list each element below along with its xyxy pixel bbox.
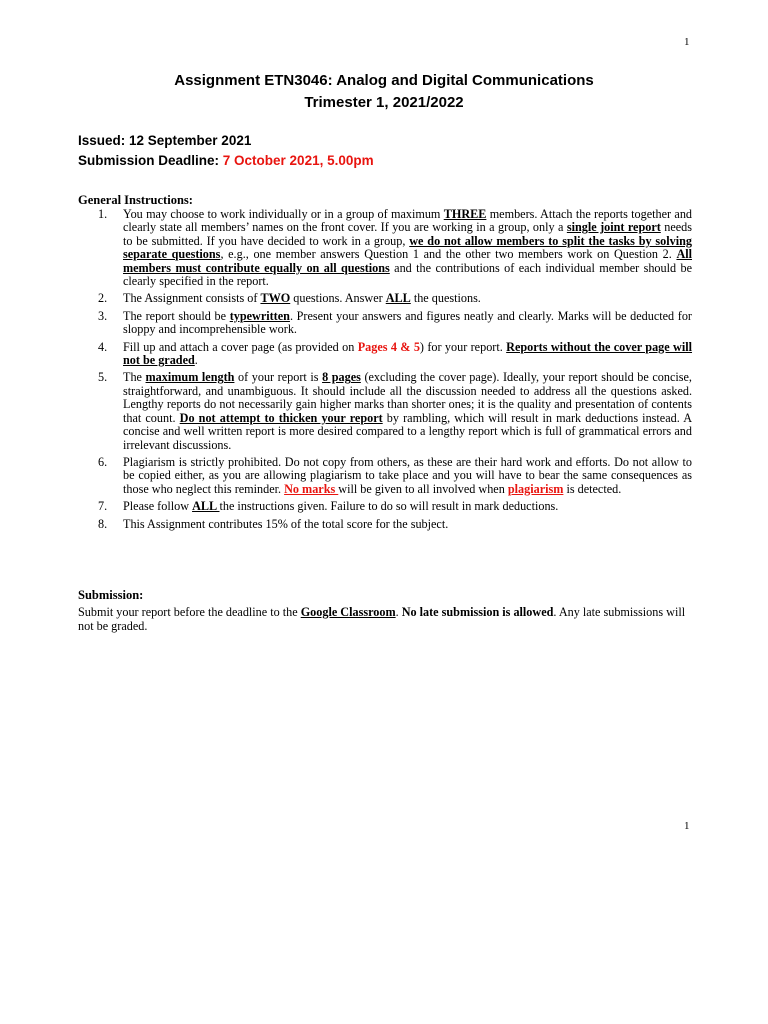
submission-paragraph [78,605,692,633]
text-run: . [194,353,198,368]
text-run: the questions. [410,291,481,306]
text-run: and the contributions of each individual member should be clearly specified in the report. [123,260,692,289]
instruction-number: 6. [98,454,108,469]
text-run: is detected. [563,481,622,496]
text-run: This Assignment contributes 15% of the total score for the subject. [123,516,449,531]
document-title [0,70,768,114]
emphasized-text: single joint report [566,220,661,235]
text-run: of your report is [234,370,323,385]
text-run: Plagiarism is strictly prohibited. Do not copy from others, as these are their hard work and efforts. Do not allow to be copied either, as you are allowing plagiarism to take place and you will have to bear the same consequences as those who neglect this reminder. [123,454,692,496]
general-instructions-heading: General Instructions: [78,193,193,207]
issued-date: Issued: 12 September 2021 [78,133,252,148]
text-run: Submit your report before the deadline to the [78,605,301,619]
instruction-item [78,518,692,531]
emphasized-text: typewritten [229,308,290,323]
instructions-list [78,208,692,535]
instruction-item [78,500,692,513]
instruction-item [78,456,692,496]
text-run: needs to be submitted. If you have decided to work in a group, [123,220,692,248]
text-run: The [123,370,146,385]
emphasized-text: Do not attempt to thicken your report [179,410,383,425]
emphasized-text: TWO [260,291,291,306]
emphasized-text: No late submission is allowed [401,605,554,619]
emphasized-text: maximum length [145,370,235,385]
submission-deadline [78,153,374,168]
emphasized-text: ALL [192,499,220,514]
emphasized-text: 8 pages [322,370,361,385]
text-run: ) for your report. [419,339,507,354]
emphasized-text: THREE [443,207,487,221]
emphasized-text: ALL [385,291,411,306]
text-run: . Any late submissions will not be graded. [78,605,686,633]
emphasized-text: Pages 4 & 5 [357,339,420,354]
instruction-number: 7. [98,499,108,514]
text-run: by rambling, which will result in mark deductions instead. A concise and well written report is more desired compared to a lengthy report which is full of grammatical errors and irrelevant discussions. [123,410,693,452]
title-line-2: Trimester 1, 2021/2022 [304,94,464,111]
instruction-number: 2. [98,291,108,306]
instruction-number: 4. [98,339,108,354]
instruction-number: 5. [98,370,108,385]
emphasized-text: plagiarism [507,481,564,496]
instruction-item [78,371,692,451]
instruction-item [78,341,692,368]
text-run: the instructions given. Failure to do so will result in mark deductions. [219,499,559,514]
text-run: . [395,605,402,619]
text-run: , e.g., one member answers Question 1 and the other two members work on Question 2. [220,247,677,262]
deadline-label: Submission Deadline: [78,153,223,168]
page-number-bottom: 1 [684,820,690,832]
instruction-item [78,310,692,337]
instruction-item [78,292,692,305]
text-run: The report should be [123,308,230,323]
submission-heading: Submission: [78,588,144,602]
text-run: (excluding the cover page). Ideally, your report should be concise, straightforward, and unambiguous. It should include all the discussion needed to address all the questions asked. Lengthy reports do not necessarily gain higher marks than shorter ones; it is the quality and presentation of contents that count. [123,370,692,425]
text-run: Please follow [123,499,193,514]
text-run: You may choose to work individually or in a group of maximum [123,207,444,221]
instruction-number: 8. [98,516,108,531]
text-run: The Assignment consists of [123,291,261,306]
title-line-1: Assignment ETN3046: Analog and Digital Communications [174,72,594,89]
emphasized-text: Google Classroom [300,605,396,619]
emphasized-text: we do not allow members to split the tasks by solving separate questions [123,233,692,262]
text-run: . Present your answers and figures neatly and clearly. Marks will be deducted for sloppy and incomprehensible work. [123,308,692,337]
emphasized-text: No marks [284,481,339,496]
text-run: Fill up and attach a cover page (as provided on [123,339,358,354]
emphasized-text: Reports without the cover page will not be graded [123,339,693,368]
instruction-item [78,208,692,288]
emphasized-text: All members must contribute equally on all questions [123,247,693,275]
text-run: questions. Answer [290,291,386,306]
instruction-number: 1. [98,207,108,221]
deadline-value: 7 October 2021, 5.00pm [222,153,374,168]
text-run: will be given to all involved when [338,481,508,496]
page-number-top: 1 [684,36,690,48]
text-run: members. Attach the reports together and clearly state all members’ names on the front cover. If you are working in a group, only a [123,207,693,235]
instruction-number: 3. [98,308,108,323]
